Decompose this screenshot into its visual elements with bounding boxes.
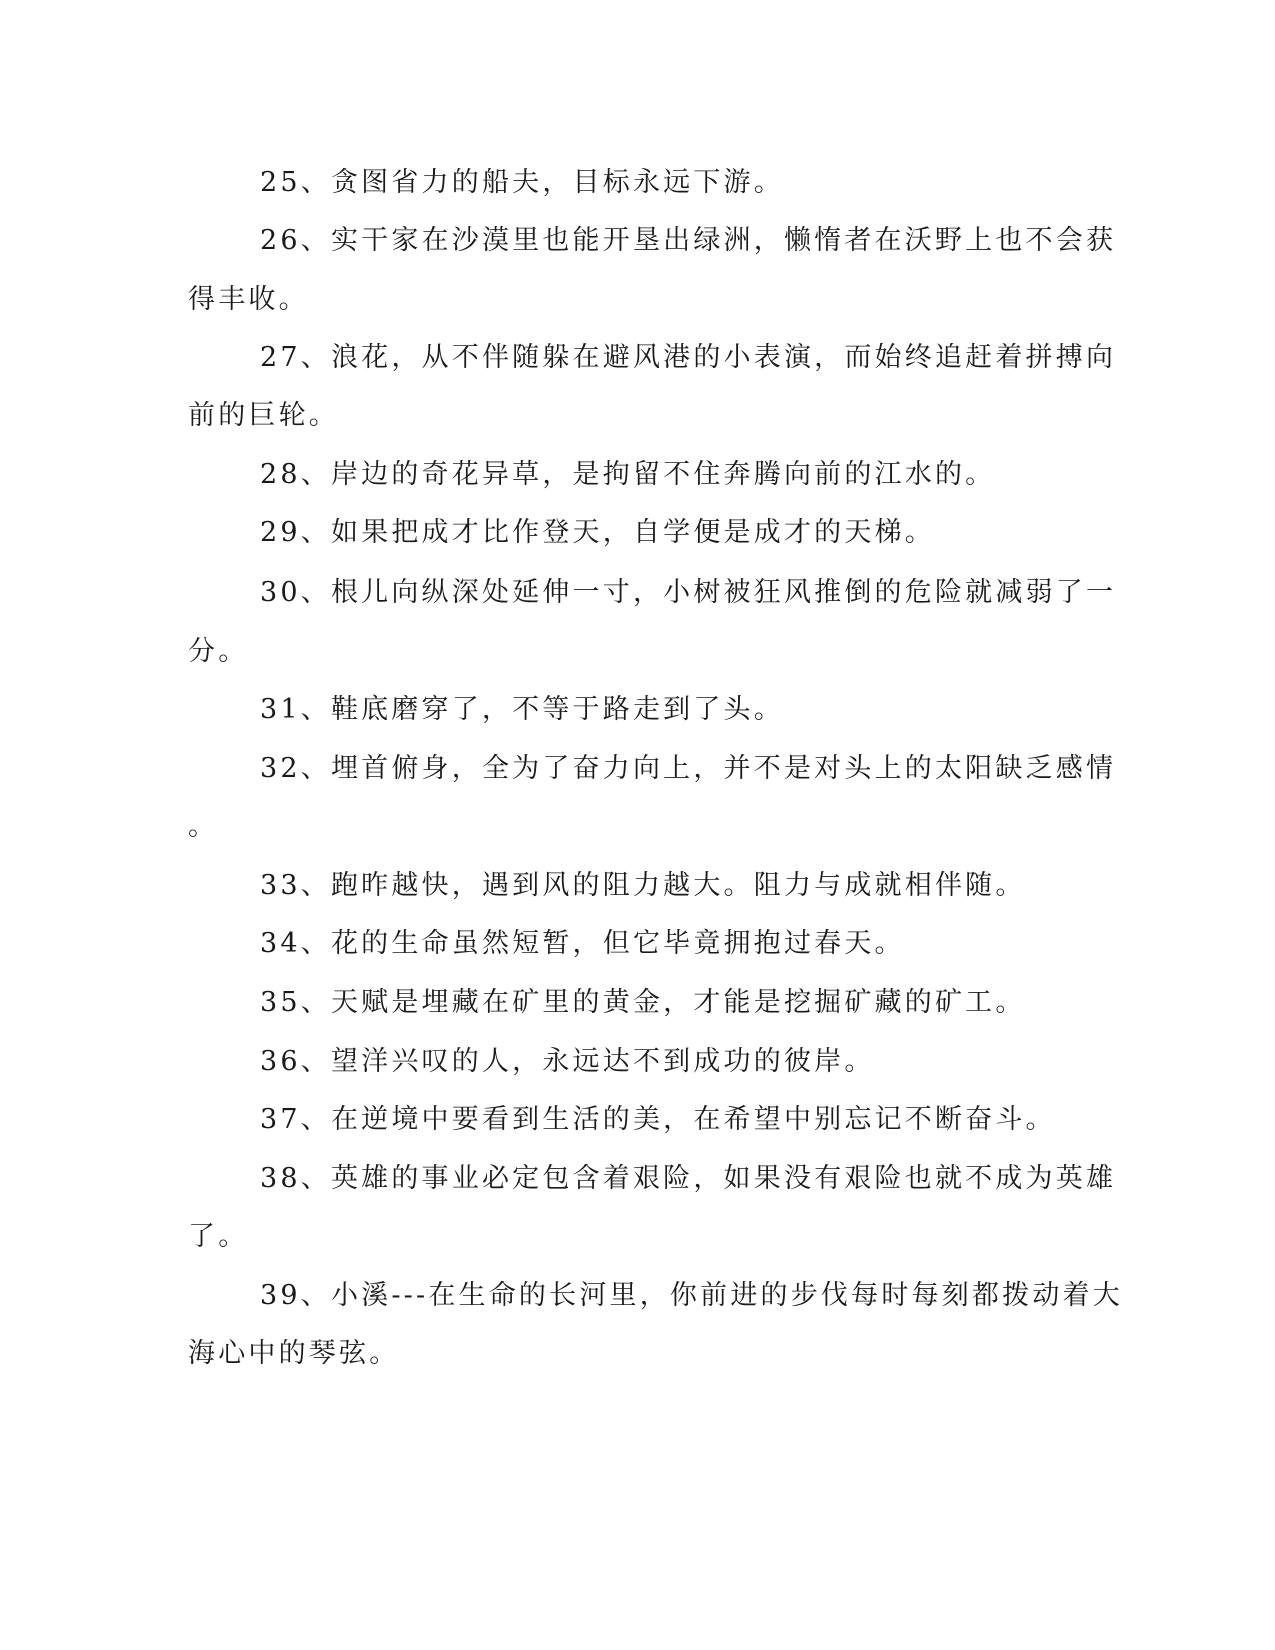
quote-32-continued: 。 [188,811,219,842]
quote-25: 25、贪图省力的船夫，目标永远下游。 [260,167,784,198]
quote-30: 30、根儿向纵深处延伸一寸，小树被狂风推倒的危险就减弱了一 [260,577,1117,608]
quote-38: 38、英雄的事业必定包含着艰险，如果没有艰险也就不成为英雄 [260,1163,1117,1194]
quote-27-continued: 前的巨轮。 [188,400,339,431]
quote-36: 36、望洋兴叹的人，永远达不到成功的彼岸。 [260,1046,875,1077]
quote-26-continued: 得丰收。 [188,284,309,315]
quote-28: 28、岸边的奇花异草，是拘留不住奔腾向前的江水的。 [260,459,996,490]
quote-39-continued: 海心中的琴弦。 [188,1338,400,1369]
quote-34: 34、花的生命虽然短暂，但它毕竟拥抱过春天。 [260,928,905,959]
quote-37: 37、在逆境中要看到生活的美，在希望中别忘记不断奋斗。 [260,1104,1056,1135]
quote-31: 31、鞋底磨穿了，不等于路走到了头。 [260,694,784,725]
quote-30-continued: 分。 [188,636,249,667]
quote-32: 32、埋首俯身，全为了奋力向上，并不是对头上的太阳缺乏感情 [260,753,1117,784]
quote-39: 39、小溪---在生命的长河里，你前进的步伐每时每刻都拨动着大 [260,1280,1123,1311]
quote-27: 27、浪花，从不伴随躲在避风港的小表演，而始终追赶着拼搏向 [260,342,1117,373]
quote-38-continued: 了。 [188,1221,249,1252]
quote-33: 33、跑昨越快，遇到风的阻力越大。阻力与成就相伴随。 [260,870,1026,901]
quote-26: 26、实干家在沙漠里也能开垦出绿洲，懒惰者在沃野上也不会获 [260,225,1117,256]
quote-29: 29、如果把成才比作登天，自学便是成才的天梯。 [260,517,935,548]
quote-35: 35、天赋是埋藏在矿里的黄金，才能是挖掘矿藏的矿工。 [260,987,1026,1018]
